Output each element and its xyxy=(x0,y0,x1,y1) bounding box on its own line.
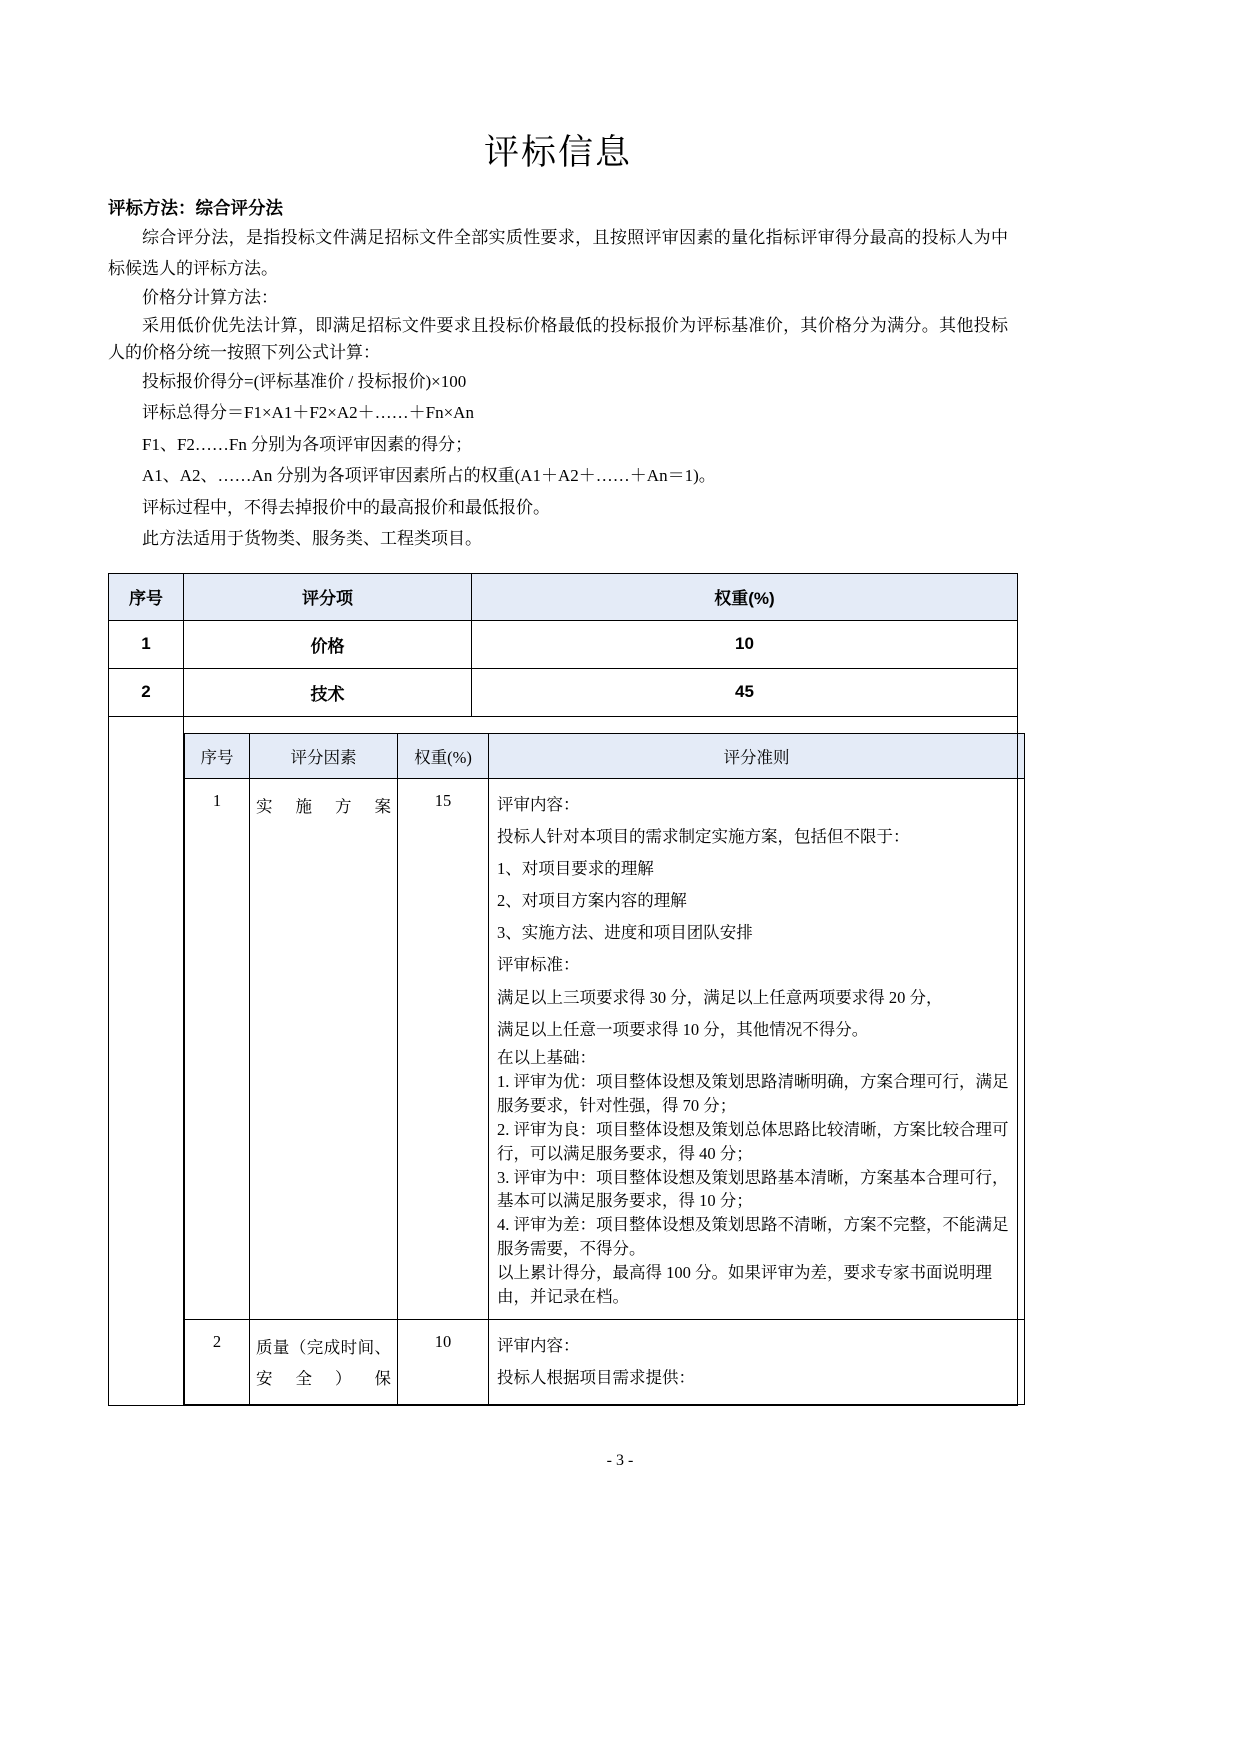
intro-legend-a: A1、A2、……An 分别为各项评审因素所占的权重(A1＋A2＋……＋An＝1)。 xyxy=(142,466,716,486)
nested-cell-criteria-1 xyxy=(489,778,1025,1320)
intro-paragraph-2: 价格分计算方法： xyxy=(142,288,278,308)
criteria-line: 投标人根据项目需求提供： xyxy=(497,1368,695,1388)
scoring-criteria-table xyxy=(184,733,1025,1406)
criteria-line: 2. 评审为良：项目整体设想及策划总体思路比较清晰，方案比较合理可行，可以满足服务要求，得 40 分； xyxy=(497,1119,1009,1163)
intro-formula-bid-score: 投标报价得分=(评标基准价 / 投标报价)×100 xyxy=(142,371,467,391)
intro-paragraph-1: 综合评分法，是指投标文件满足招标文件全部实质性要求，且按照评审因素的量化指标评审得分最高的投标人为中标候选人的评标方法。 xyxy=(108,227,1008,278)
nested-cell-factor-2: 质量（完成时间、安全）保 xyxy=(250,1320,398,1405)
nested-cell-factor-1: 实施方案 xyxy=(250,778,398,1320)
scoring-summary-table xyxy=(108,573,1018,1407)
cell-weight-2: 45 xyxy=(472,668,1018,716)
nested-header-criteria: 评分准则 xyxy=(489,733,1025,778)
criteria-line: 评审内容： xyxy=(497,1336,580,1356)
nested-cell-weight-2: 10 xyxy=(398,1320,489,1405)
header-cell-item: 评分项 xyxy=(184,573,472,620)
header-cell-no: 序号 xyxy=(109,573,184,620)
nested-header-row xyxy=(185,733,1025,778)
page-content xyxy=(108,0,1008,1406)
criteria-line: 评审标准： xyxy=(497,955,580,975)
cell-no-1: 1 xyxy=(109,620,184,668)
nested-header-factor: 评分因素 xyxy=(250,733,398,778)
criteria-line: 2、对项目方案内容的理解 xyxy=(497,891,687,911)
cell-item-1: 价格 xyxy=(184,620,472,668)
table-row xyxy=(109,620,1018,668)
criteria-line: 满足以上三项要求得 30 分，满足以上任意两项要求得 20 分， xyxy=(497,987,943,1007)
nested-cell-no-1: 1 xyxy=(185,778,250,1320)
criteria-line: 1、对项目要求的理解 xyxy=(497,858,654,878)
nested-cell-criteria-2 xyxy=(489,1320,1025,1405)
header-cell-weight: 权重(%) xyxy=(472,573,1018,620)
evaluation-method-heading: 评标方法：综合评分法 xyxy=(108,198,283,219)
nested-table-container xyxy=(184,716,1018,1406)
cell-no-2: 2 xyxy=(109,668,184,716)
nested-header-weight: 权重(%) xyxy=(398,733,489,778)
intro-paragraph-applicability: 此方法适用于货物类、服务类、工程类项目。 xyxy=(142,529,482,549)
criteria-line: 投标人针对本项目的需求制定实施方案，包括但不限于： xyxy=(497,826,910,846)
intro-paragraph-3: 采用低价优先法计算，即满足招标文件要求且投标价格最低的投标报价为评标基准价，其价格分为满分。其他投标人的价格分统一按照下列公式计算： xyxy=(108,315,1008,362)
nested-table-row-1 xyxy=(185,778,1025,1320)
page-number: - 3 - xyxy=(606,1452,634,1469)
criteria-line: 以上累计得分，最高得 100 分。如果评审为差，要求专家书面说明理由，并记录在档。 xyxy=(497,1263,992,1307)
criteria-line: 3、实施方法、进度和项目团队安排 xyxy=(497,923,753,943)
nested-table-row-2 xyxy=(185,1320,1025,1405)
nested-row-spine xyxy=(109,716,184,1406)
nested-table-row xyxy=(109,716,1018,1406)
criteria-line: 1. 评审为优：项目整体设想及策划思路清晰明确，方案合理可行，满足服务要求，针对性强，得 70 分； xyxy=(497,1071,1009,1115)
criteria-line: 在以上基础： xyxy=(497,1047,596,1067)
table-row xyxy=(109,668,1018,716)
criteria-line: 评审内容： xyxy=(497,794,580,814)
nested-header-no: 序号 xyxy=(185,733,250,778)
table-header-row xyxy=(109,573,1018,620)
cell-item-2: 技术 xyxy=(184,668,472,716)
cell-weight-1: 10 xyxy=(472,620,1018,668)
page-title: 评标信息 xyxy=(483,133,632,172)
intro-paragraph-no-drop: 评标过程中，不得去掉报价中的最高报价和最低报价。 xyxy=(142,497,550,517)
intro-legend-f: F1、F2……Fn 分别为各项评审因素的得分； xyxy=(142,434,473,454)
nested-cell-no-2: 2 xyxy=(185,1320,250,1405)
intro-formula-total-score: 评标总得分＝F1×A1＋F2×A2＋……＋Fn×An xyxy=(142,403,474,423)
criteria-line: 4. 评审为差：项目整体设想及策划思路不清晰，方案不完整，不能满足服务需要，不得分。 xyxy=(497,1215,1009,1259)
nested-cell-weight-1: 15 xyxy=(398,778,489,1320)
criteria-line: 满足以上任意一项要求得 10 分，其他情况不得分。 xyxy=(497,1019,869,1039)
criteria-line: 3. 评审为中：项目整体设想及策划思路基本清晰，方案基本合理可行，基本可以满足服务要求，得 10 分； xyxy=(497,1167,1009,1211)
